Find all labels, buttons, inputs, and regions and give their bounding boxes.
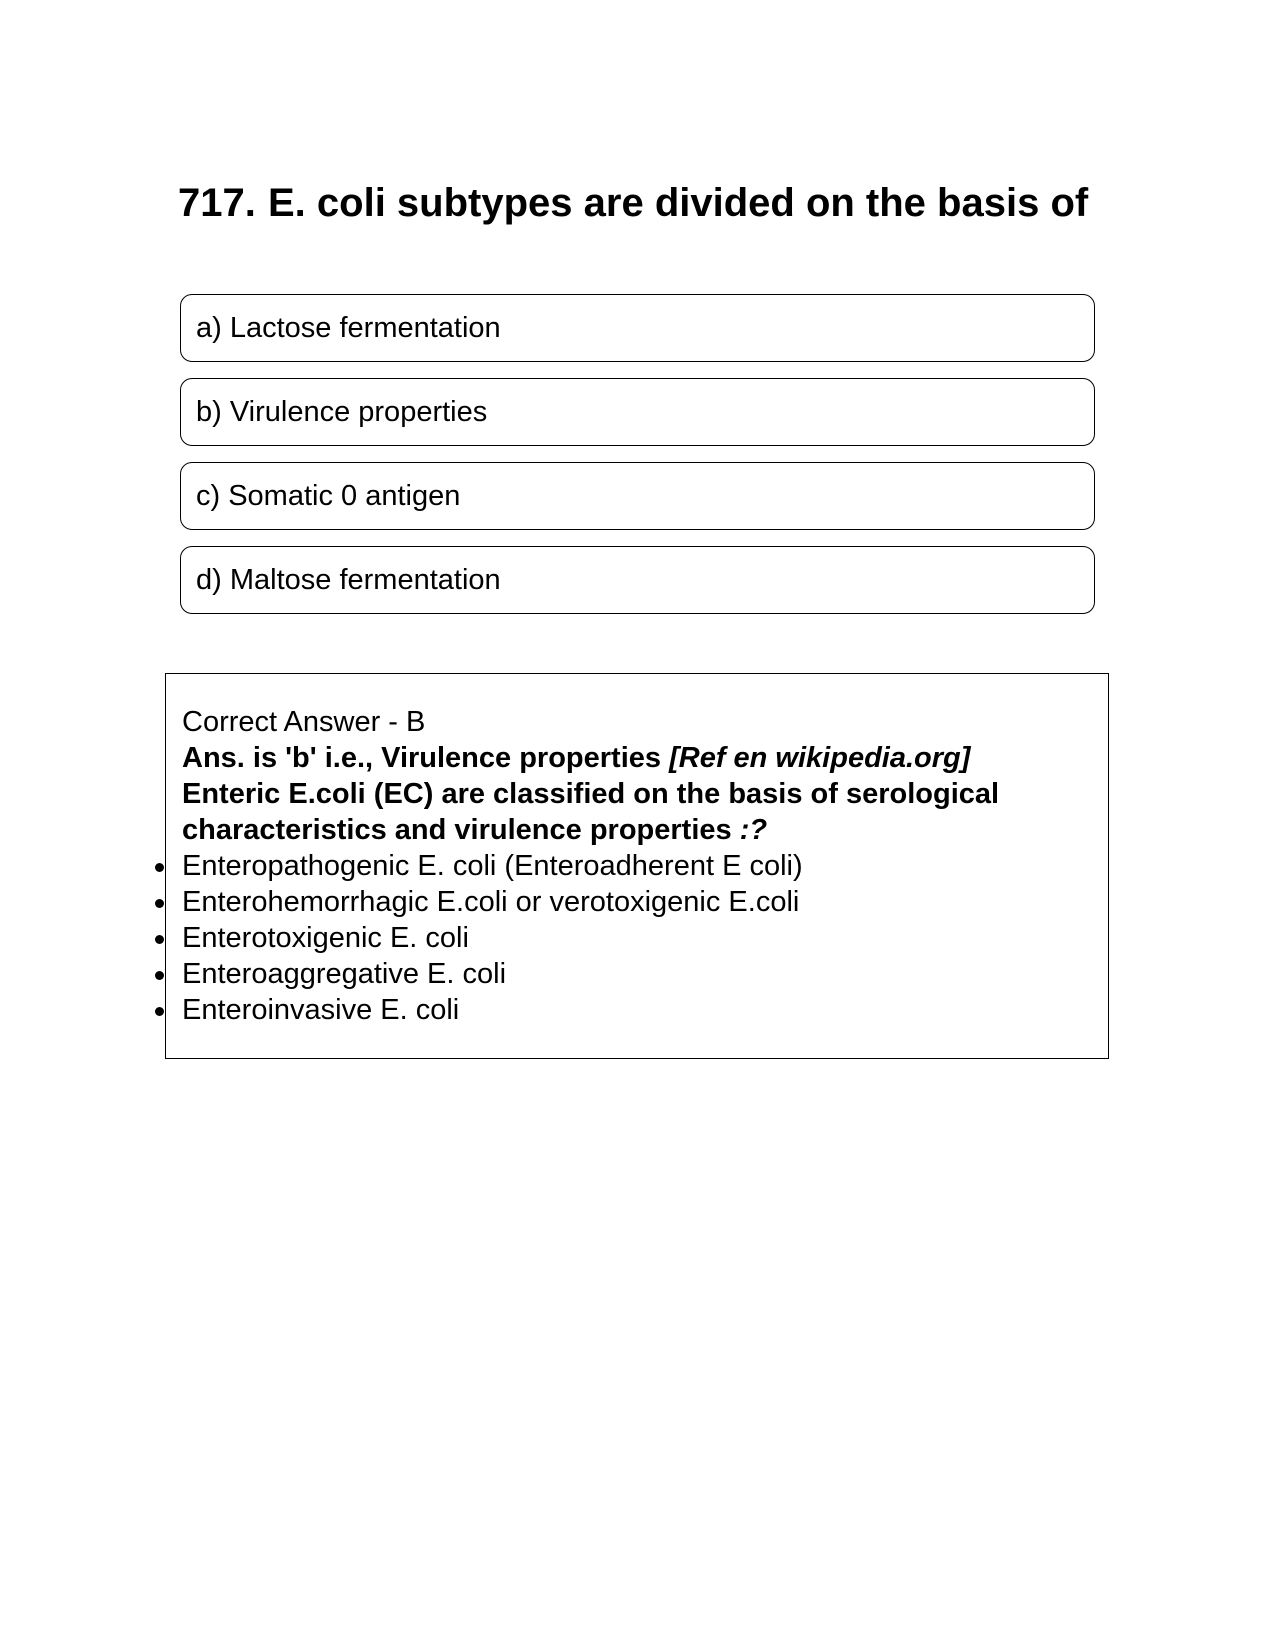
option-b[interactable]: b) Virulence properties [180,378,1095,446]
subtype-list [182,848,1108,1028]
list-item: Enteroinvasive E. coli [182,992,1108,1028]
list-item: Enterohemorrhagic E.coli or verotoxigenic E.coli [182,884,1108,920]
explanation-reference: [Ref en wikipedia.org] [669,742,971,774]
question-number: 717. [178,181,256,225]
list-item: Enteropathogenic E. coli (Enteroadherent E coli) [182,848,1108,884]
question-text: E. coli subtypes are divided on the basis of [268,181,1089,225]
question-heading [178,178,1098,228]
classification-text: Enteric E.coli (EC) are classified on the basis of serological characteristics and virulence properties [182,778,1000,846]
list-item: Enteroaggregative E. coli [182,956,1108,992]
option-c[interactable]: c) Somatic 0 antigen [180,462,1095,530]
option-a[interactable]: a) Lactose fermentation [180,294,1095,362]
classification-line [182,776,1108,848]
answer-options [180,294,1095,630]
explanation-text: Ans. is 'b' i.e., Virulence properties [182,742,670,774]
classification-suffix: :? [739,814,768,846]
correct-answer-label: Correct Answer - B [182,706,426,738]
option-d[interactable]: d) Maltose fermentation [180,546,1095,614]
answer-explanation-box [165,673,1109,1059]
list-item: Enterotoxigenic E. coli [182,920,1108,956]
explanation-line [182,740,1108,776]
